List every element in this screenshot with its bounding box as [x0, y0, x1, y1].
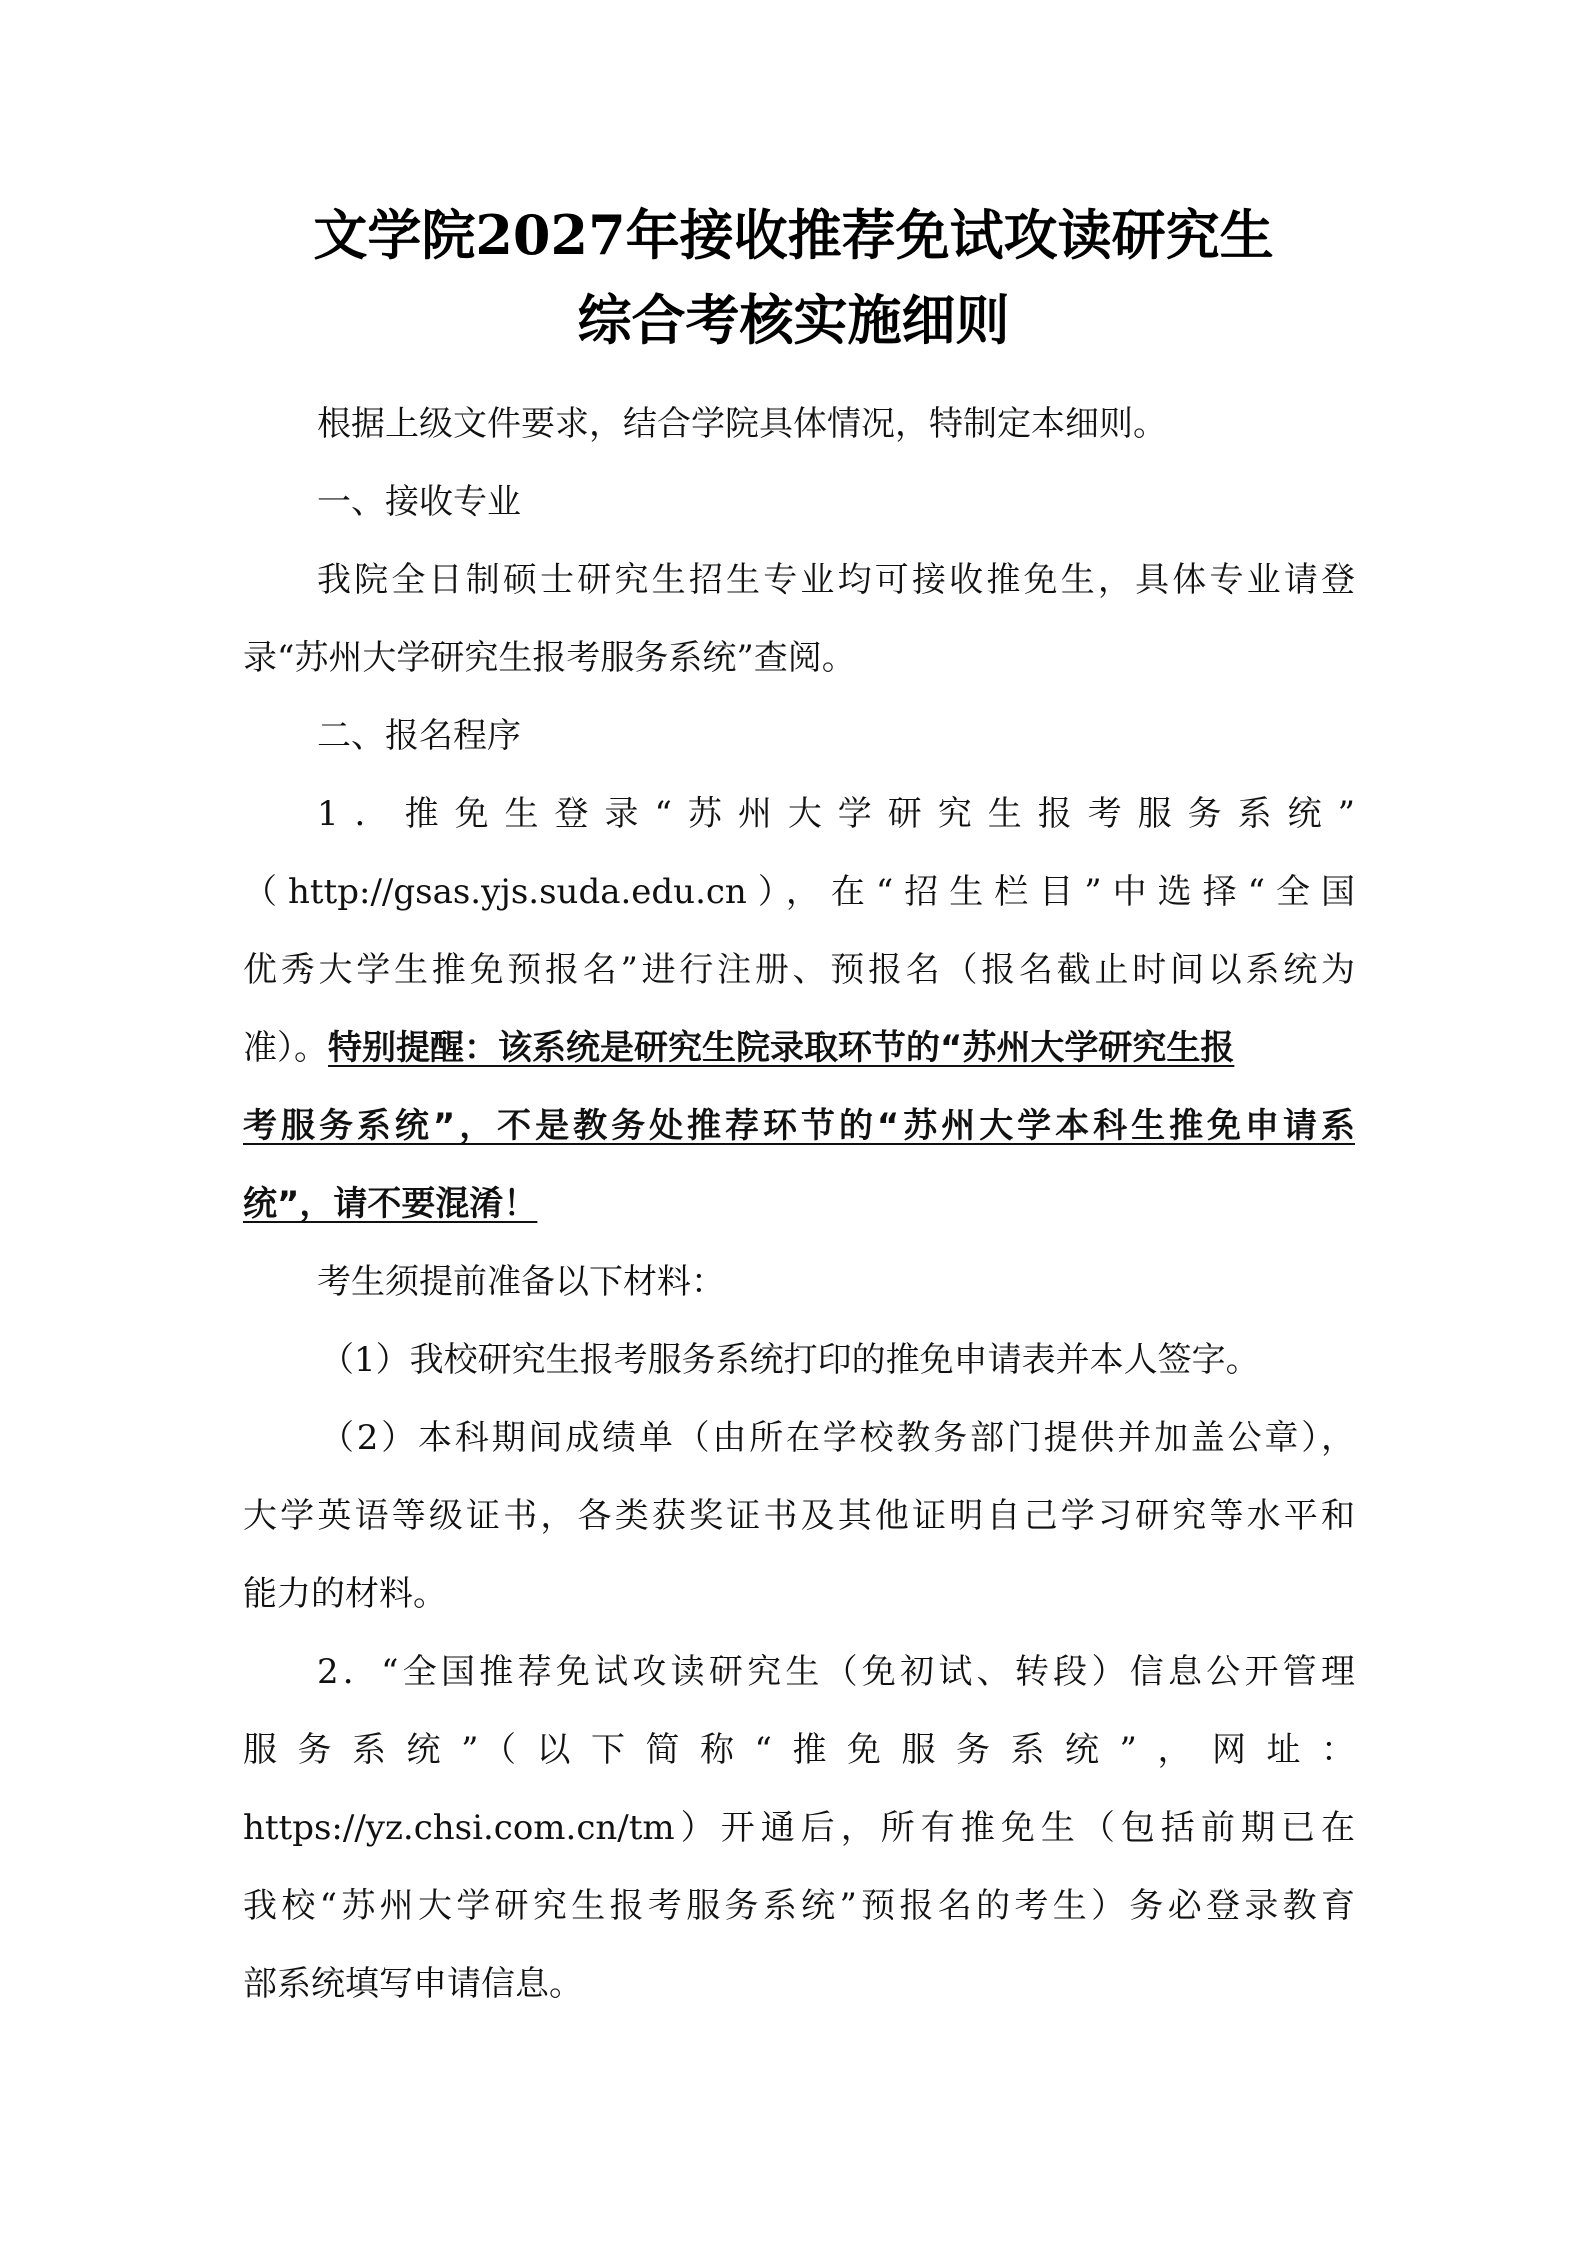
item-1-line-4	[243, 1024, 1234, 1072]
special-reminder-line-2: 考服务系统”，不是教务处推荐环节的“苏州大学本科生推免申请系	[243, 1106, 1355, 1146]
intro-paragraph: 根据上级文件要求，结合学院具体情况，特制定本细则。	[317, 404, 1167, 444]
special-reminder-text: 特别提醒：该系统是研究生院录取环节的“苏州大学研究生报	[328, 1028, 1235, 1068]
item-2-line-2: 服务系统”（以下简称“推免服务系统”，网址：	[243, 1730, 1355, 1770]
item-1-line-1: 1．推免生登录“苏州大学研究生报考服务系统”	[317, 794, 1355, 834]
document-title-line-2: 综合考核实施细则	[577, 288, 1010, 352]
document-title-line-1: 文学院2027年接收推荐免试攻读研究生	[313, 203, 1274, 267]
material-item-2-line-3: 能力的材料。	[243, 1574, 447, 1614]
section-2-heading: 二、报名程序	[317, 716, 521, 756]
materials-intro: 考生须提前准备以下材料：	[317, 1262, 725, 1302]
item-2-line-3: https://yz.chsi.com.cn/tm）开通后，所有推免生（包括前期已在	[243, 1808, 1355, 1848]
section-1-paragraph-line-1: 我院全日制硕士研究生招生专业均可接收推免生，具体专业请登	[317, 560, 1355, 600]
section-1-paragraph-line-2: 录“苏州大学研究生报考服务系统”查阅。	[243, 638, 856, 678]
item-2-line-1: 2．“全国推荐免试攻读研究生（免初试、转段）信息公开管理	[317, 1652, 1355, 1692]
item-2-line-4: 我校“苏州大学研究生报考服务系统”预报名的考生）务必登录教育	[243, 1886, 1355, 1926]
section-1-heading: 一、接收专业	[317, 482, 521, 522]
material-item-2-line-1: （2）本科期间成绩单（由所在学校教务部门提供并加盖公章），	[320, 1418, 1355, 1458]
item-1-line-2: （http://gsas.yjs.suda.edu.cn），在“招生栏目”中选择“全国	[243, 872, 1355, 912]
special-reminder-line-3: 统”，请不要混淆！	[243, 1184, 538, 1224]
item-1-line-4-plain: 准）。	[243, 1028, 328, 1068]
material-item-1: （1）我校研究生报考服务系统打印的推免申请表并本人签字。	[320, 1340, 1260, 1380]
item-1-line-3: 优秀大学生推免预报名”进行注册、预报名（报名截止时间以系统为	[243, 950, 1355, 990]
material-item-2-line-2: 大学英语等级证书，各类获奖证书及其他证明自己学习研究等水平和	[243, 1496, 1355, 1536]
item-2-line-5: 部系统填写申请信息。	[243, 1964, 583, 2004]
